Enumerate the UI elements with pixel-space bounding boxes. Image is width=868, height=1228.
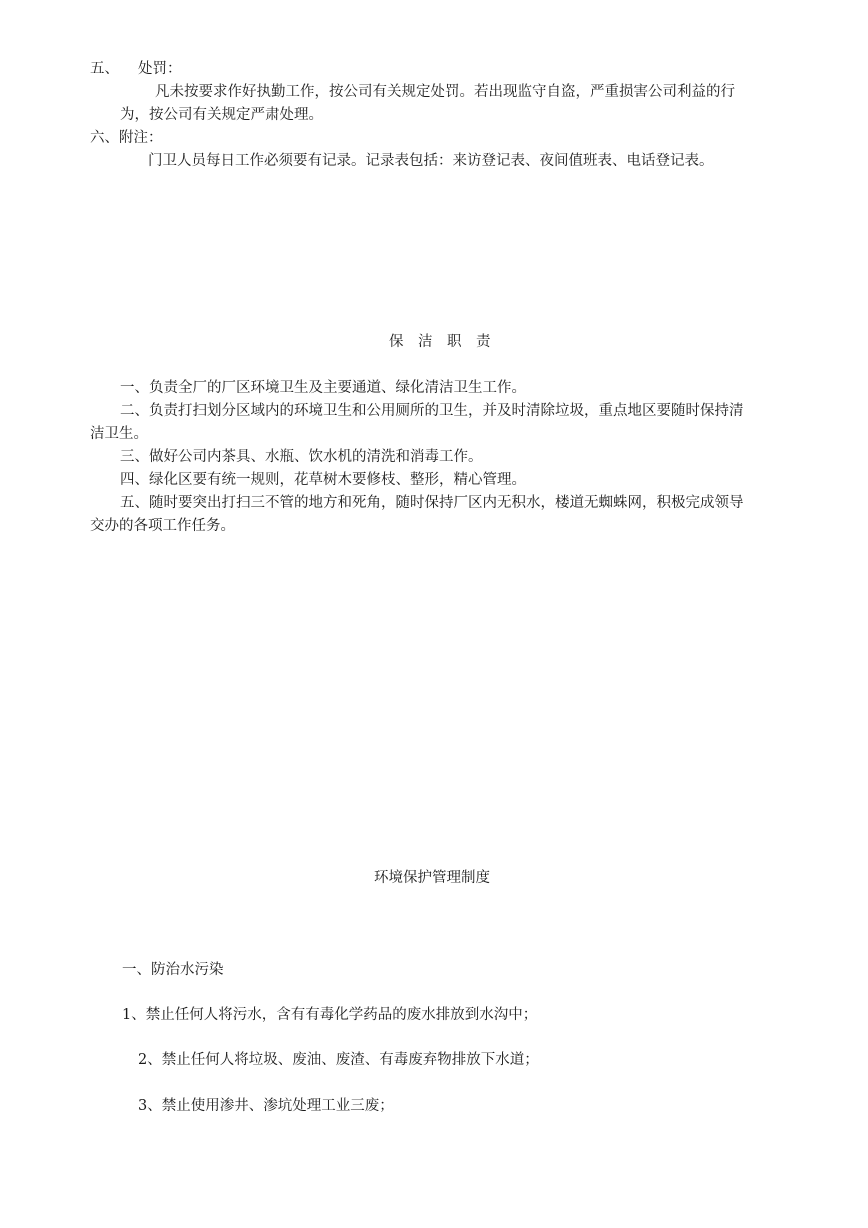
section5-line2: 为，按公司有关规定严肃处理。 bbox=[120, 107, 323, 123]
section6-heading: 六、附注： bbox=[90, 130, 163, 146]
section5-line1: 凡未按要求作好执勤工作，按公司有关规定处罚。若出现监守自盗，严重损害公司利益的行 bbox=[155, 84, 735, 100]
section6-line1: 门卫人员每日工作必须要有记录。记录表包括：来访登记表、夜间值班表、电话登记表。 bbox=[148, 153, 714, 169]
section5-heading-num: 五、 bbox=[90, 61, 119, 77]
cleaning-item-2-line1: 二、负责打扫划分区域内的环境卫生和公用厕所的卫生，并及时清除垃圾，重点地区要随时保持清 bbox=[120, 403, 744, 419]
cleaning-item-2-line2: 洁卫生。 bbox=[90, 426, 148, 442]
environment-section-1: 一、防治水污染 bbox=[122, 962, 224, 978]
cleaning-item-4: 四、绿化区要有统一规则，花草树木要修枝、整形，精心管理。 bbox=[120, 472, 526, 488]
environment-rule-1: 1、禁止任何人将污水，含有有毒化学药品的废水排放到水沟中； bbox=[122, 1007, 538, 1023]
cleaning-title: 保 洁 职 责 bbox=[389, 334, 491, 350]
environment-title: 环境保护管理制度 bbox=[374, 870, 490, 886]
cleaning-item-5-line1: 五、随时要突出打扫三不管的地方和死角，随时保持厂区内无积水，楼道无蜘蛛网，积极完成领导 bbox=[120, 495, 744, 511]
environment-rule-2: 2、禁止任何人将垃圾、废油、废渣、有毒废弃物排放下水道； bbox=[138, 1052, 539, 1068]
section5-heading: 处罚： bbox=[138, 61, 182, 77]
environment-rule-3: 3、禁止使用渗井、渗坑处理工业三废； bbox=[138, 1098, 394, 1114]
cleaning-item-1: 一、负责全厂的厂区环境卫生及主要通道、绿化清洁卫生工作。 bbox=[120, 380, 526, 396]
cleaning-item-3: 三、做好公司内茶具、水瓶、饮水机的清洗和消毒工作。 bbox=[120, 449, 483, 465]
cleaning-item-5-line2: 交办的各项工作任务。 bbox=[90, 518, 235, 534]
